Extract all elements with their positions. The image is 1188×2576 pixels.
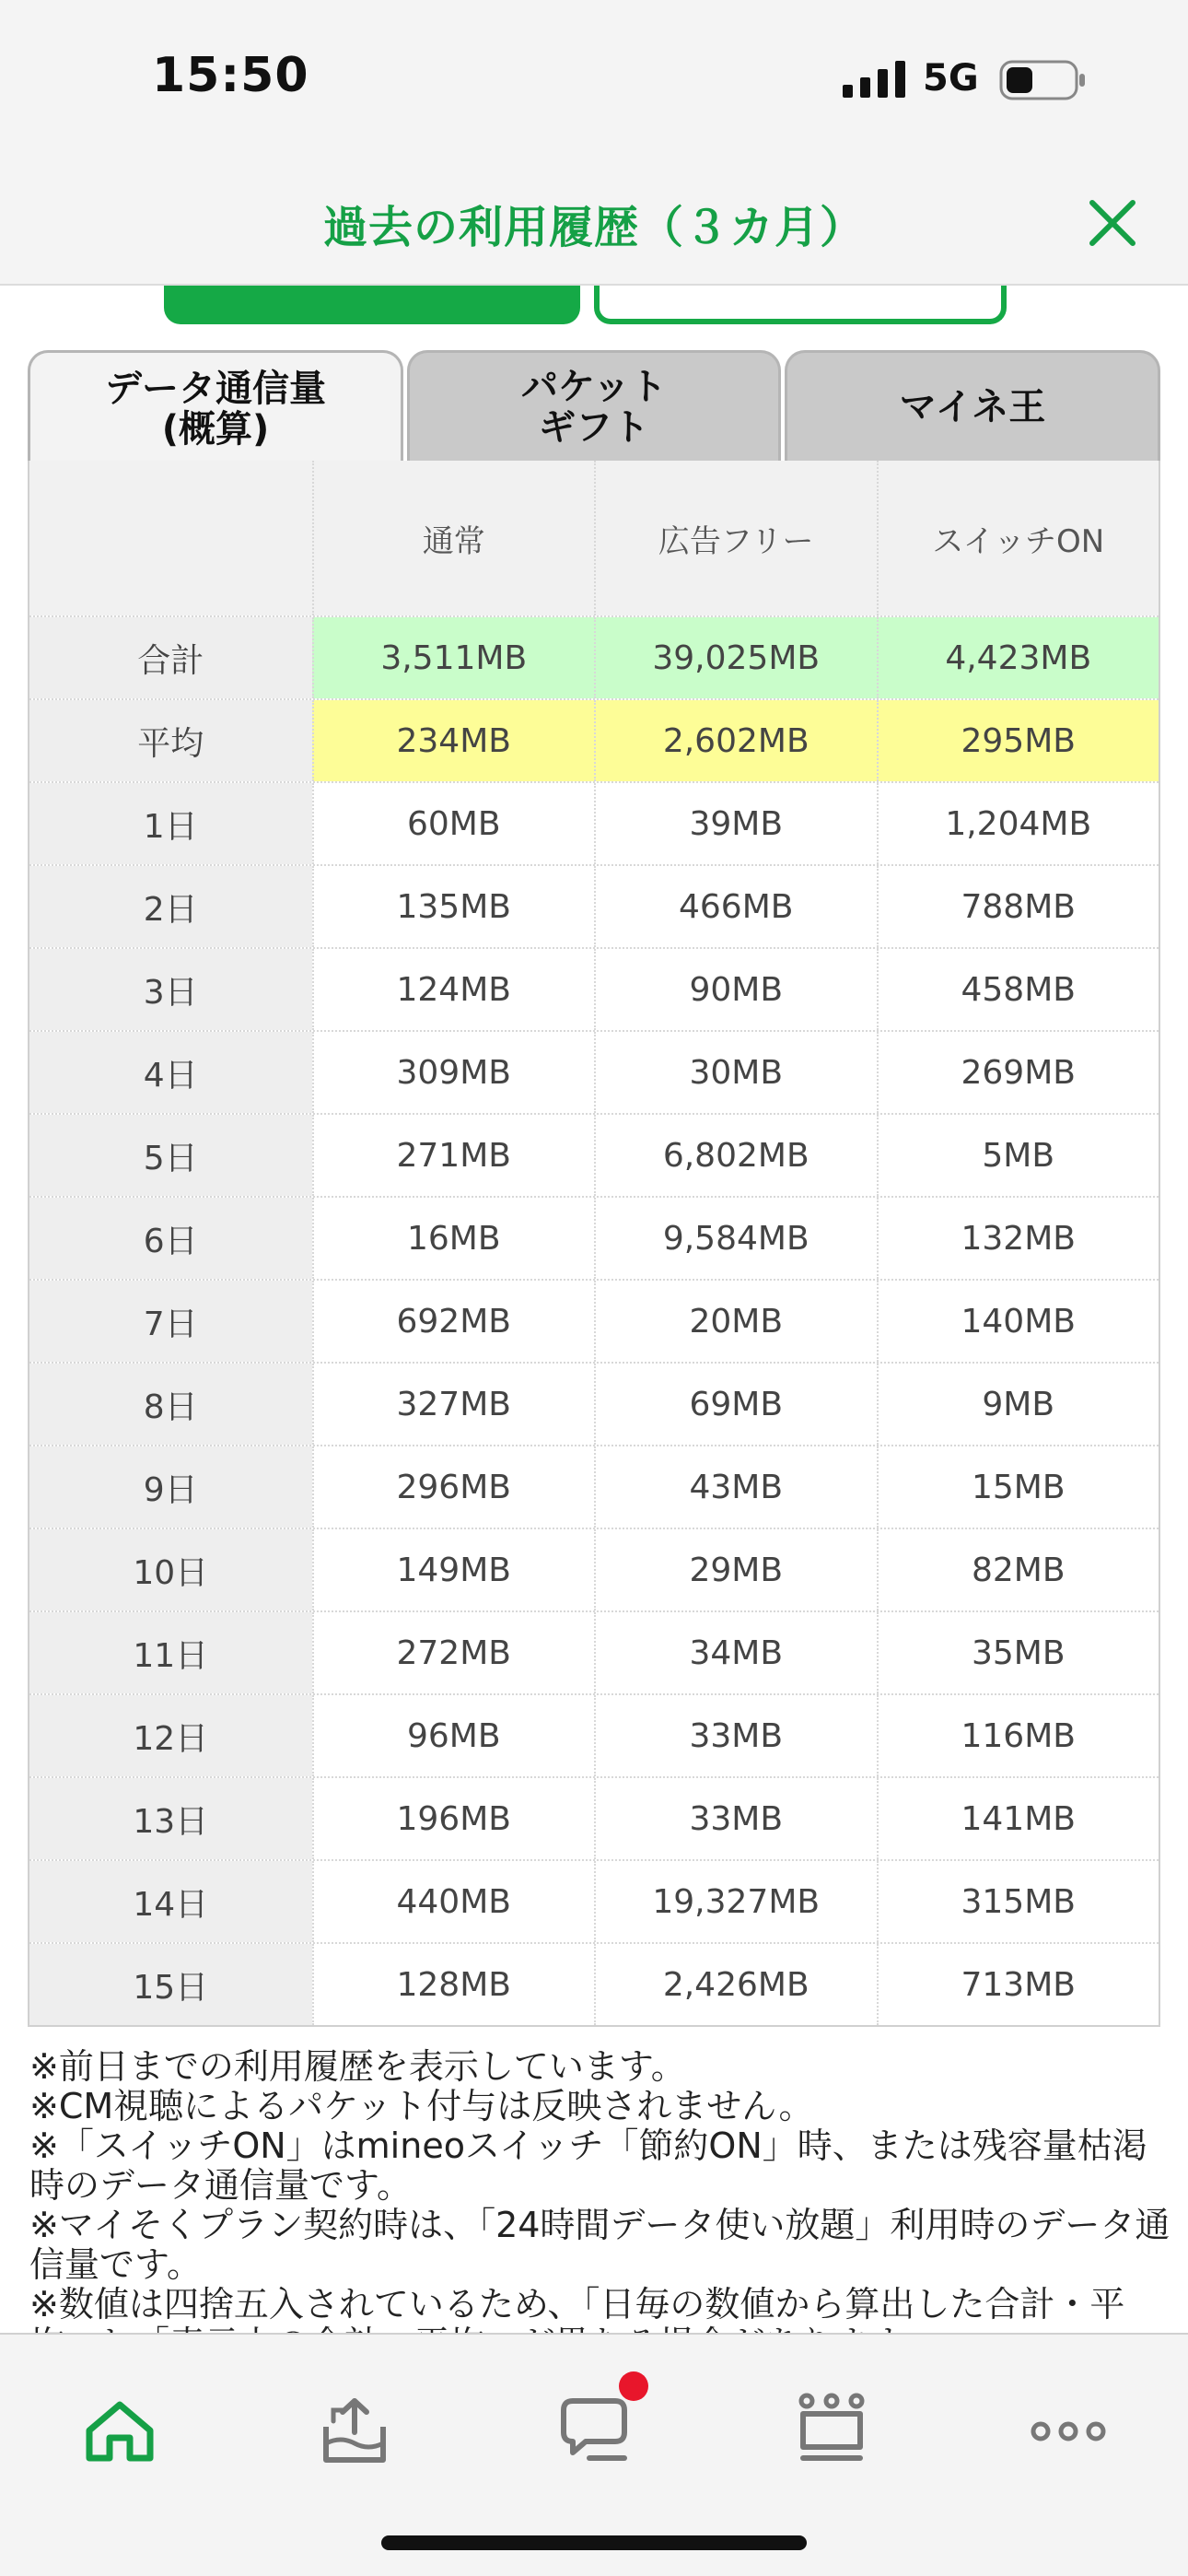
table-cell: 1,204MB [877,783,1159,864]
table-header-row [29,461,1159,615]
table-cell: 19,327MB [594,1861,877,1942]
average-row [29,698,1159,781]
table-row [29,1362,1159,1445]
table-cell: 43MB [594,1446,877,1528]
table-cell: 4,423MB [877,617,1159,698]
table-row [29,1859,1159,1942]
table-cell: 128MB [312,1944,595,2025]
table-cell: 35MB [877,1612,1159,1693]
tab-maineou[interactable]: マイネ王 [785,350,1160,461]
tab-packet-gift[interactable]: パケット ギフト [407,350,781,461]
table-cell: 39,025MB [594,617,877,698]
table-cell: 315MB [877,1861,1159,1942]
row-label: 11日 [29,1612,312,1693]
table-cell: 132MB [877,1198,1159,1279]
row-label: 合計 [29,617,312,698]
page-header [0,157,1188,286]
table-cell: 6,802MB [594,1115,877,1196]
row-label: 2日 [29,866,312,947]
table-cell: 116MB [877,1695,1159,1776]
home-indicator [381,2535,807,2550]
table-cell: 9,584MB [594,1198,877,1279]
table-cell: 34MB [594,1612,877,1693]
chat-icon[interactable] [553,2390,635,2473]
battery-icon [999,59,1087,101]
note-line: ※CM視聴によるパケット付与は反映されません。 [29,2086,814,2126]
table-cell: 309MB [312,1032,595,1113]
table-cell: 82MB [877,1529,1159,1610]
row-label: 9日 [29,1446,312,1528]
row-label: 5日 [29,1115,312,1196]
table-cell: 90MB [594,949,877,1030]
column-header-normal: 通常 [312,461,595,615]
row-label: 10日 [29,1529,312,1610]
table-cell: 296MB [312,1446,595,1528]
table-row [29,1942,1159,2025]
table-row [29,1030,1159,1113]
column-header-blank [29,461,312,615]
row-label: 14日 [29,1861,312,1942]
table-cell: 458MB [877,949,1159,1030]
page-title: 過去の利用履歴（３カ月） [322,202,865,253]
status-bar [0,0,1188,157]
table-cell: 295MB [877,700,1159,781]
table-cell: 149MB [312,1529,595,1610]
table-cell: 69MB [594,1364,877,1445]
table-row [29,1279,1159,1362]
table-cell: 33MB [594,1778,877,1859]
column-header-ad-free: 広告フリー [594,461,877,615]
upload-tray-icon[interactable] [313,2390,396,2473]
daily-rows [29,781,1159,2025]
table-cell: 29MB [594,1529,877,1610]
notification-badge [619,2371,648,2401]
note-line: ※「スイッチON」はmineoスイッチ「節約ON」時、または残容量枯渇時のデータ通信量です。 [29,2125,1147,2206]
row-label: 12日 [29,1695,312,1776]
row-label: 8日 [29,1364,312,1445]
history-tabs [28,350,1160,461]
column-header-switch-on: スイッチON [877,461,1159,615]
table-cell: 271MB [312,1115,595,1196]
table-row [29,1196,1159,1279]
table-cell: 33MB [594,1695,877,1776]
cellular-signal-icon [843,61,907,98]
table-cell: 269MB [877,1032,1159,1113]
table-cell: 15MB [877,1446,1159,1528]
table-row [29,864,1159,947]
note-line: ※マイそくプラン契約時は、「24時間データ使い放題」利用時のデータ通信量です。 [29,2205,1171,2285]
row-label: 平均 [29,700,312,781]
row-label: 15日 [29,1944,312,2025]
note-line: ※数値は四捨五入されているため、「日毎の数値から算出した合計・平 [29,2284,1125,2324]
home-icon[interactable] [78,2390,161,2473]
table-cell: 713MB [877,1944,1159,2025]
total-row [29,615,1159,698]
table-row [29,1528,1159,1610]
row-label: 13日 [29,1778,312,1859]
table-cell: 2,426MB [594,1944,877,2025]
table-row [29,1113,1159,1196]
note-line: ※前日までの利用履歴を表示しています。 [29,2046,686,2087]
table-cell: 16MB [312,1198,595,1279]
table-cell: 20MB [594,1281,877,1362]
table-cell: 9MB [877,1364,1159,1445]
table-cell: 141MB [877,1778,1159,1859]
table-cell: 3,511MB [312,617,595,698]
table-cell: 5MB [877,1115,1159,1196]
close-icon[interactable] [1087,197,1138,249]
tab-data-usage[interactable]: データ通信量 (概算) [28,350,403,464]
table-cell: 692MB [312,1281,595,1362]
table-cell: 30MB [594,1032,877,1113]
table-cell: 272MB [312,1612,595,1693]
row-label: 1日 [29,783,312,864]
table-row [29,1445,1159,1528]
table-cell: 440MB [312,1861,595,1942]
table-cell: 2,602MB [594,700,877,781]
network-type-label: 5G [923,57,979,100]
table-row [29,1776,1159,1859]
row-label: 3日 [29,949,312,1030]
scrolled-secondary-button[interactable] [594,286,1007,324]
status-time: 15:50 [152,48,309,103]
table-cell: 196MB [312,1778,595,1859]
table-cell: 788MB [877,866,1159,947]
row-label: 4日 [29,1032,312,1113]
usage-table [28,461,1160,2027]
table-cell: 140MB [877,1281,1159,1362]
more-icon[interactable] [1027,2390,1110,2473]
crown-icon[interactable] [790,2390,873,2473]
table-row [29,947,1159,1030]
table-cell: 466MB [594,866,877,947]
table-cell: 327MB [312,1364,595,1445]
table-cell: 135MB [312,866,595,947]
scrolled-primary-button[interactable] [164,286,580,324]
row-label: 6日 [29,1198,312,1279]
table-cell: 96MB [312,1695,595,1776]
table-cell: 234MB [312,700,595,781]
table-row [29,1610,1159,1693]
table-row [29,1693,1159,1776]
row-label: 7日 [29,1281,312,1362]
table-cell: 39MB [594,783,877,864]
table-cell: 124MB [312,949,595,1030]
table-row [29,781,1159,864]
table-cell: 60MB [312,783,595,864]
notes-section [29,2047,1171,2333]
